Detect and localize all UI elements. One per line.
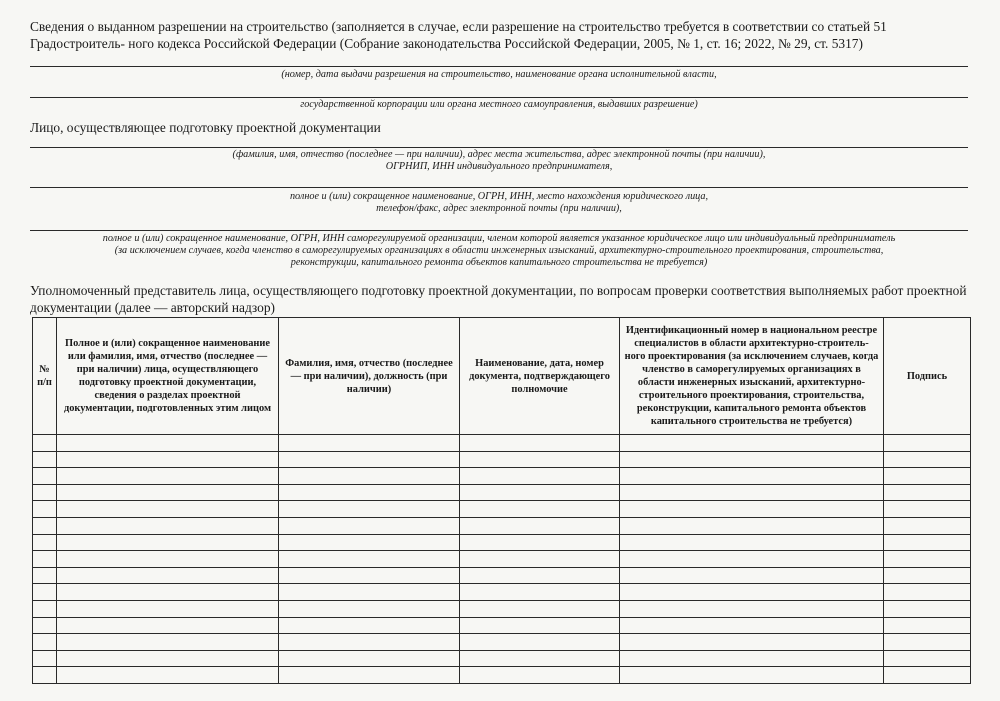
table-cell[interactable] <box>620 567 884 584</box>
table-cell[interactable] <box>460 551 620 568</box>
permit-info-text: Сведения о выданном разрешении на строительство (заполняется в случае, если разрешение на строительство требуется в соответствии со статьей 51 Градостроитель- ного кодекса Российской Федерации (Собрание законодательства Российской Федерации, 2005, № 1, ст. 16; 2022, № 29, ст. 5317) <box>30 19 887 51</box>
table-cell[interactable] <box>33 517 57 534</box>
table-cell[interactable] <box>460 451 620 468</box>
table-cell[interactable] <box>620 451 884 468</box>
permit-fill-line-1[interactable] <box>30 66 968 67</box>
table-row <box>33 584 971 601</box>
table-body <box>33 435 971 684</box>
table-cell[interactable] <box>279 567 460 584</box>
caption-line: реконструкции, капитального ремонта объектов капитального строительства не требуется) <box>290 257 708 268</box>
table-cell[interactable] <box>620 517 884 534</box>
table-cell[interactable] <box>33 600 57 617</box>
col-header-representative: Фамилия, имя, отчество (последнее — при наличии), должность (при наличии) <box>279 318 460 435</box>
supervision-heading: Уполномоченный представитель лица, осуществляющего подготовку проектной документации, по вопросам проверки соответствия выполняемых работ проектной документации (далее — авторский надзор) <box>30 283 967 315</box>
designer-caption-individual <box>30 149 968 173</box>
table-row <box>33 667 971 684</box>
table-row <box>33 451 971 468</box>
table-cell[interactable] <box>57 600 279 617</box>
table-cell[interactable] <box>33 435 57 452</box>
caption-line: телефон/факс, адрес электронной почты (при наличии), <box>376 203 622 214</box>
table-cell[interactable] <box>460 634 620 651</box>
table-cell[interactable] <box>57 584 279 601</box>
table-header-row <box>33 318 971 435</box>
table-cell[interactable] <box>884 667 971 684</box>
table-cell[interactable] <box>884 650 971 667</box>
table-cell[interactable] <box>57 567 279 584</box>
table-cell[interactable] <box>620 484 884 501</box>
table-cell[interactable] <box>279 451 460 468</box>
table-row <box>33 567 971 584</box>
table-cell[interactable] <box>620 650 884 667</box>
table-cell[interactable] <box>279 484 460 501</box>
table-cell[interactable] <box>33 584 57 601</box>
table-cell[interactable] <box>279 517 460 534</box>
designer-heading: Лицо, осуществляющее подготовку проектной документации <box>30 120 381 135</box>
table-row <box>33 650 971 667</box>
table-cell[interactable] <box>620 667 884 684</box>
table-cell[interactable] <box>460 435 620 452</box>
table-cell[interactable] <box>884 634 971 651</box>
table-cell[interactable] <box>460 534 620 551</box>
table-cell[interactable] <box>279 468 460 485</box>
table-cell[interactable] <box>57 484 279 501</box>
col-header-signature: Подпись <box>884 318 971 435</box>
table-cell[interactable] <box>33 468 57 485</box>
table-row <box>33 551 971 568</box>
table-cell[interactable] <box>884 600 971 617</box>
table-cell[interactable] <box>279 634 460 651</box>
caption-line: полное и (или) сокращенное наименование, ОГРН, ИНН саморегулируемой организации, членом которой является указанное юридическое лицо или индивидуальный предприниматель <box>102 233 896 244</box>
table-cell[interactable] <box>33 551 57 568</box>
table-cell[interactable] <box>620 435 884 452</box>
col-header-designer: Полное и (или) сокращенное наименование или фамилия, имя, отчество (последнее — при наличии) лица, осуществляющего подготовку проектной документации, сведения о разделах проектной документации, подготовленных этим лицом <box>57 318 279 435</box>
designer-caption-sro <box>30 233 968 269</box>
col-header-registry-id: Идентификационный номер в национальном реестре специалистов в области архитектурно-строитель- ного проектирования (за исключением случаев, когда членство в саморегулируемых организациях в области инженерных изысканий, архитектурно- строительного проектирования, строительства, реконструкции, капитального ремонта объектов капитального строительства не требуется) <box>620 318 884 435</box>
table-cell[interactable] <box>279 617 460 634</box>
caption-line: (за исключением случаев, когда членство в саморегулируемых организациях в области инженерных изысканий, архитектурно-строительного проектирования, строительства, <box>114 245 884 256</box>
caption-line: (фамилия, имя, отчество (последнее — при наличии), адрес места жительства, адрес электронной почты (при наличии), <box>232 149 766 160</box>
table-cell[interactable] <box>884 517 971 534</box>
table-cell[interactable] <box>460 667 620 684</box>
designer-fill-line-2[interactable] <box>30 187 968 188</box>
table-cell[interactable] <box>279 501 460 518</box>
table-cell[interactable] <box>57 501 279 518</box>
supervision-table <box>32 317 971 684</box>
table-cell[interactable] <box>279 600 460 617</box>
table-cell[interactable] <box>620 617 884 634</box>
table-cell[interactable] <box>57 451 279 468</box>
table-cell[interactable] <box>33 634 57 651</box>
table-cell[interactable] <box>884 534 971 551</box>
table-cell[interactable] <box>620 584 884 601</box>
caption-line: полное и (или) сокращенное наименование, ОГРН, ИНН, место нахождения юридического лица, <box>289 191 709 202</box>
table-cell[interactable] <box>57 634 279 651</box>
table-cell[interactable] <box>884 617 971 634</box>
table-cell[interactable] <box>33 451 57 468</box>
table-cell[interactable] <box>33 567 57 584</box>
permit-fill-line-2[interactable] <box>30 97 968 98</box>
table-cell[interactable] <box>57 468 279 485</box>
designer-caption-legal <box>30 191 968 215</box>
col-header-authority-document: Наименование, дата, номер документа, подтверждающего полномочие <box>460 318 620 435</box>
table-cell[interactable] <box>620 551 884 568</box>
table-cell[interactable] <box>884 501 971 518</box>
table-row <box>33 517 971 534</box>
table-row <box>33 634 971 651</box>
table-cell[interactable] <box>57 517 279 534</box>
table-cell[interactable] <box>33 617 57 634</box>
table-row <box>33 468 971 485</box>
table-cell[interactable] <box>33 650 57 667</box>
table-cell[interactable] <box>460 617 620 634</box>
table-cell[interactable] <box>57 435 279 452</box>
table-cell[interactable] <box>460 600 620 617</box>
table-row <box>33 501 971 518</box>
table-row <box>33 617 971 634</box>
table-cell[interactable] <box>884 468 971 485</box>
table-cell[interactable] <box>33 501 57 518</box>
table-cell[interactable] <box>460 567 620 584</box>
table-cell[interactable] <box>460 584 620 601</box>
table-row <box>33 435 971 452</box>
table-cell[interactable] <box>460 650 620 667</box>
table-cell[interactable] <box>57 617 279 634</box>
table-cell[interactable] <box>279 534 460 551</box>
table-row <box>33 600 971 617</box>
permit-caption-1: (номер, дата выдачи разрешения на строительство, наименование органа исполнительной власти, <box>281 69 717 80</box>
table-cell[interactable] <box>279 435 460 452</box>
table-cell[interactable] <box>620 534 884 551</box>
table-cell[interactable] <box>884 484 971 501</box>
permit-caption-2: государственной корпорации или органа местного самоуправления, выдавших разрешение) <box>300 99 698 110</box>
table-cell[interactable] <box>620 468 884 485</box>
table-cell[interactable] <box>279 551 460 568</box>
caption-line: ОГРНИП, ИНН индивидуального предпринимателя, <box>385 161 613 172</box>
table-cell[interactable] <box>460 501 620 518</box>
table-cell[interactable] <box>57 667 279 684</box>
table-cell[interactable] <box>884 551 971 568</box>
designer-fill-line-1[interactable] <box>30 147 968 148</box>
table-cell[interactable] <box>57 551 279 568</box>
table-cell[interactable] <box>33 534 57 551</box>
table-cell[interactable] <box>57 650 279 667</box>
table-cell[interactable] <box>279 584 460 601</box>
table-row <box>33 484 971 501</box>
table-cell[interactable] <box>460 468 620 485</box>
col-header-number: № п/п <box>33 318 57 435</box>
table-cell[interactable] <box>620 634 884 651</box>
designer-fill-line-3[interactable] <box>30 230 968 231</box>
table-cell[interactable] <box>460 517 620 534</box>
table-cell[interactable] <box>620 600 884 617</box>
table-cell[interactable] <box>884 435 971 452</box>
table-row <box>33 534 971 551</box>
table-cell[interactable] <box>33 667 57 684</box>
table-cell[interactable] <box>33 484 57 501</box>
table-cell[interactable] <box>884 567 971 584</box>
table-cell[interactable] <box>620 501 884 518</box>
table-cell[interactable] <box>279 667 460 684</box>
table-cell[interactable] <box>57 534 279 551</box>
table-cell[interactable] <box>460 484 620 501</box>
table-cell[interactable] <box>279 650 460 667</box>
table-cell[interactable] <box>884 584 971 601</box>
table-cell[interactable] <box>884 451 971 468</box>
